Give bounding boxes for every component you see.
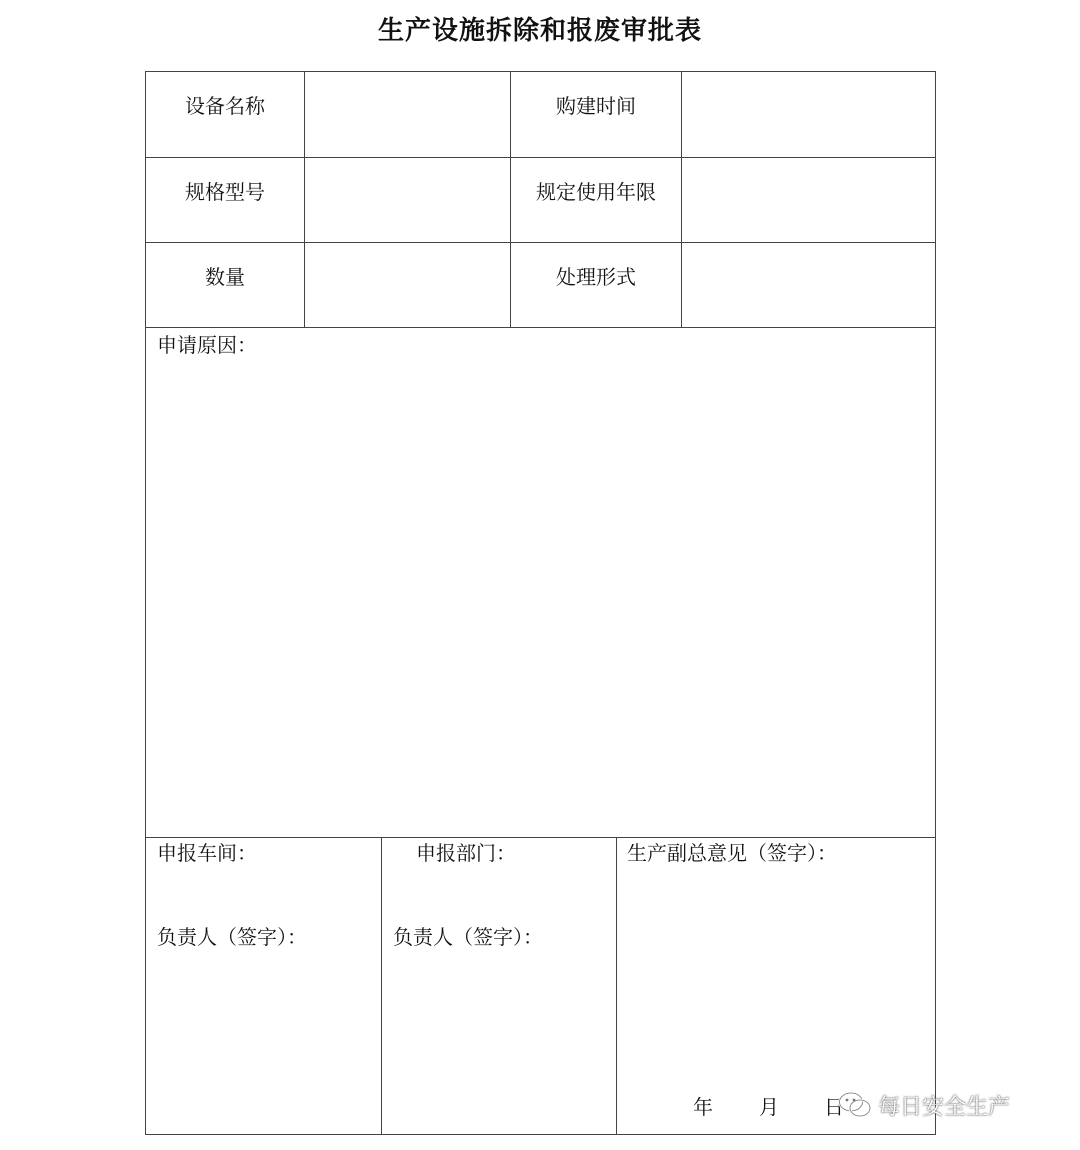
date-year-label: 年	[693, 1095, 713, 1119]
department-signer-label: 负责人（签字）：	[393, 925, 543, 949]
quantity-label: 数量	[146, 243, 305, 327]
department-cell[interactable]	[382, 838, 617, 1134]
date-month-label: 月	[759, 1095, 779, 1119]
form-row-spec-model	[146, 158, 935, 243]
watermark	[838, 1088, 1010, 1122]
signoff-section	[146, 838, 935, 1134]
page-title: 生产设施拆除和报废审批表	[377, 16, 702, 46]
disposal-method-label: 处理形式	[511, 243, 682, 327]
date-day-label: 日	[824, 1095, 844, 1119]
workshop-header: 申报车间：	[157, 841, 257, 865]
vp-opinion-header: 生产副总意见（签字）：	[627, 841, 837, 865]
reason-label: 申请原因：	[157, 333, 257, 357]
disposal-method-field[interactable]	[682, 243, 935, 327]
form-row-quantity	[146, 243, 935, 328]
equipment-name-field[interactable]	[305, 72, 511, 157]
spec-model-label: 规格型号	[146, 158, 305, 242]
spec-model-field[interactable]	[305, 158, 511, 242]
wechat-icon	[838, 1091, 872, 1119]
quantity-field[interactable]	[305, 243, 511, 327]
workshop-signer-label: 负责人（签字）：	[157, 925, 307, 949]
service-life-label: 规定使用年限	[511, 158, 682, 242]
watermark-text: 每日安全生产	[878, 1094, 1011, 1120]
purchase-time-field[interactable]	[682, 72, 935, 157]
purchase-time-label: 购建时间	[511, 72, 682, 157]
department-header: 申报部门：	[416, 841, 516, 865]
equipment-name-label: 设备名称	[146, 72, 305, 157]
approval-form-table	[145, 71, 936, 1135]
form-row-equipment-name	[146, 72, 935, 158]
workshop-cell[interactable]	[146, 838, 382, 1134]
service-life-field[interactable]	[682, 158, 935, 242]
reason-section[interactable]	[146, 328, 935, 838]
